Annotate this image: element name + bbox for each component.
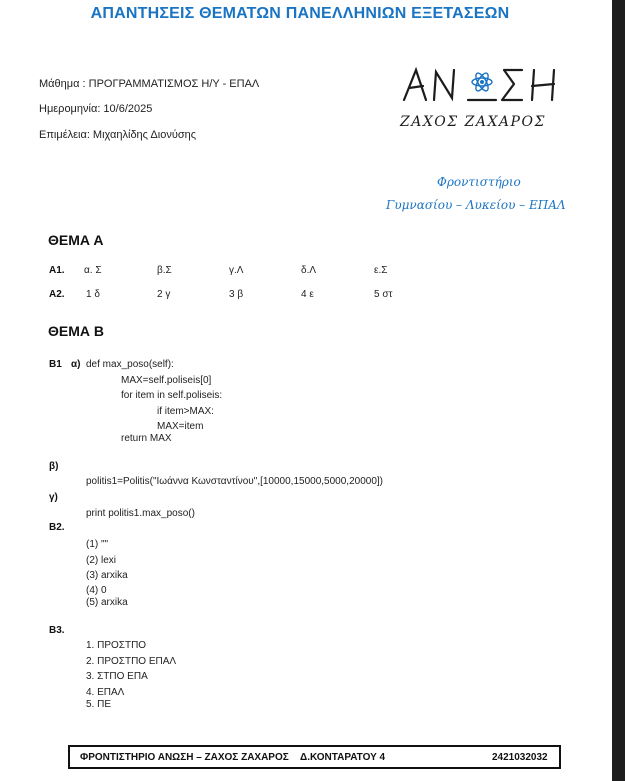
footer-address: Δ.ΚΟΝΤΑΡΑΤΟΥ 4 <box>300 752 386 763</box>
b3-item: 2. ΠΡΟΣΤΠΟ ΕΠΑΛ <box>86 656 177 667</box>
thema-a-title: ΘΕΜΑ Α <box>48 232 104 248</box>
b1b-code: politis1=Politis("Ιωάννα Κωνσταντίνου",[10000,15000,5000,20000]) <box>86 476 383 487</box>
a2-cell: 3 β <box>229 289 244 300</box>
b2-item: (1) "" <box>86 539 109 550</box>
code-line: for item in self.poliseis: <box>121 390 223 401</box>
a1-cell: α. Σ <box>84 265 102 276</box>
tagline-1: Φροντιστήριο <box>437 175 521 189</box>
b1b-label: β) <box>49 461 59 472</box>
logo <box>398 64 568 134</box>
code-line: def max_poso(self): <box>86 359 174 370</box>
atom-icon <box>472 71 492 92</box>
logo-subtext: ΖΑΧΟΣ ΖΑΧΑΡΟΣ <box>400 114 546 130</box>
a2-cell: 2 γ <box>157 289 171 300</box>
page-title: ΑΠΑΝΤΗΣΕΙΣ ΘΕΜΑΤΩΝ ΠΑΝΕΛΛΗΝΙΩΝ ΕΞΕΤΑΣΕΩΝ <box>90 5 510 22</box>
b3-item: 1. ΠΡΟΣΤΠΟ <box>86 640 147 651</box>
subject-line: Μάθημα : ΠΡΟΓΡΑΜΜΑΤΙΣΜΟΣ Η/Υ - ΕΠΑΛ <box>39 78 260 90</box>
code-line: MAX=item <box>157 421 204 432</box>
b2-item: (2) lexi <box>86 555 117 566</box>
footer-box <box>68 745 561 769</box>
b2-item: (5) arxika <box>86 597 128 608</box>
b1c-label: γ) <box>49 492 58 503</box>
code-line: return MAX <box>121 433 172 444</box>
thema-b-title: ΘΕΜΑ Β <box>48 323 104 339</box>
footer-phone: 2421032032 <box>492 752 548 763</box>
b2-item: (4) 0 <box>86 585 107 596</box>
viewer-background <box>612 0 625 781</box>
code-line: if item>MAX: <box>157 406 214 417</box>
a2-label: Α2. <box>49 289 65 300</box>
b2-item: (3) arxika <box>86 570 128 581</box>
code-line: MAX=self.poliseis[0] <box>121 375 212 386</box>
a2-cell: 4 ε <box>301 289 314 300</box>
b1-label: Β1 <box>49 359 62 370</box>
date-line: Ημερομηνία: 10/6/2025 <box>39 103 153 115</box>
a1-cell: β.Σ <box>157 265 172 276</box>
a1-label: Α1. <box>49 265 65 276</box>
a1-cell: γ.Λ <box>229 265 244 276</box>
footer-name: ΦΡΟΝΤΙΣΤΗΡΙΟ ΑΝΩΣΗ – ΖΑΧΟΣ ΖΑΧΑΡΟΣ <box>80 752 289 763</box>
b1c-code: print politis1.max_poso() <box>86 508 195 519</box>
tagline-2: Γυμνασίου – Λυκείου – ΕΠΑΛ <box>386 198 566 212</box>
logo-mark <box>398 64 568 134</box>
a2-cell: 1 δ <box>86 289 100 300</box>
a2-cell: 5 στ <box>374 289 393 300</box>
b3-item: 3. ΣΤΠΟ ΕΠΑ <box>86 671 148 682</box>
a1-cell: δ.Λ <box>301 265 317 276</box>
b3-label: Β3. <box>49 625 65 636</box>
b2-label: Β2. <box>49 522 65 533</box>
b3-item: 5. ΠΕ <box>86 699 112 710</box>
b1a-label: α) <box>71 359 81 370</box>
a1-cell: ε.Σ <box>374 265 388 276</box>
b3-item: 4. ΕΠΑΛ <box>86 687 125 698</box>
editor-line: Επιμέλεια: Μιχαηλίδης Διονύσης <box>39 129 197 141</box>
